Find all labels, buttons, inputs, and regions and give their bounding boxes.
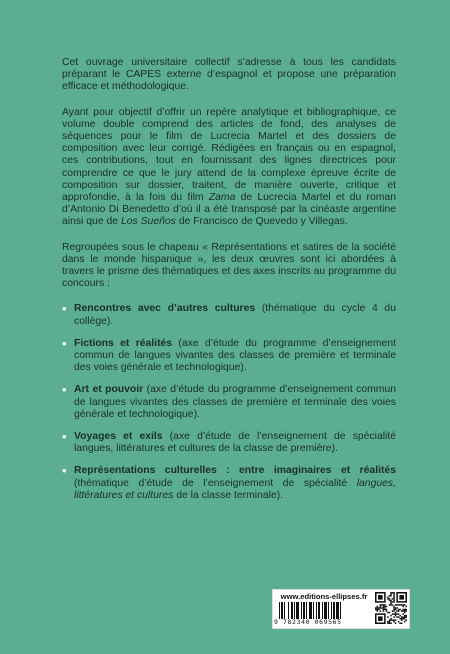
objective-paragraph — [62, 107, 396, 229]
theme-description: (axe d’étude de l’enseignement de spécialité langues, littératures et cultures de la classe de première). — [74, 431, 397, 455]
theme-title: Rencontres avec d’autres cultures — [74, 303, 256, 315]
qr-code-icon — [375, 592, 407, 624]
theme-item — [62, 465, 396, 502]
barcode-panel — [272, 589, 410, 629]
grouping-paragraph: Regroupées sous le chapeau « Représentations et satires de la société dans le monde hispanique », les deux œuvres sont ici abordées à travers le prisme des thématiques et des axes inscrits au programme du concours : — [62, 241, 396, 290]
theme-list — [62, 303, 396, 502]
theme-title: Art et pouvoir — [74, 384, 144, 396]
theme-description: (thématique du cycle 4 du collège). — [74, 303, 396, 327]
theme-title: Fictions et réalités — [74, 337, 173, 349]
theme-title: Voyages et exils — [74, 431, 163, 443]
theme-description: (axe d’étude du programme d’enseignement commun de langues vivantes des classes de première et terminale des voies générale et technologique). — [74, 337, 396, 374]
objective-text-3: de Francisco de Quevedo y Villegas. — [175, 216, 348, 228]
theme-item — [62, 384, 396, 421]
theme-item — [62, 338, 396, 375]
theme-item — [62, 303, 396, 327]
theme-description-end: de la classe terminale). — [173, 489, 284, 501]
title-zama: Zama — [208, 192, 236, 204]
intro-paragraph: Cet ouvrage universitaire collectif s’adresse à tous les candidats préparant le CAPES externe d’espagnol et propose une préparation efficace et méthodologique. — [62, 57, 396, 93]
publisher-website: www.editions-ellipses.fr — [280, 592, 368, 601]
theme-description: (axe d’étude du programme d’enseignement commun de langues vivantes des classes de première et terminale des voies générale et technologique). — [74, 384, 397, 420]
theme-description-italic: langues, littératures et cultures — [74, 477, 396, 501]
theme-title: Représentations culturelles : entre imaginaires et réalités — [74, 465, 396, 477]
barcode-image — [279, 602, 369, 619]
objective-text-2: de Lucrecia Martel et du roman d’Antonio Di Benedetto d’où il a été transposé par la cinéaste argentine ainsi que de — [62, 192, 396, 228]
title-los-suenos: Los Sueños — [120, 216, 176, 228]
theme-item — [62, 431, 396, 455]
isbn-number: 9 782340 069565 — [274, 618, 342, 626]
objective-text-1: Ayant pour objectif d’offrir un repère analytique et bibliographique, ce volume double comprend des articles de fond, des analyses de séquences pour le film de Lucrecia Martel et des dossiers de composition avec leur corrigé. Rédigées en français ou en espagnol, ces contributions, tout en fournissant des lignes directrices pour comprendre ce que le jury attend de la complexe épreuve écrite de composition sur dossier, traitent, de manière ouverte, critique et approfondie, à la fois du film — [62, 106, 396, 204]
back-cover-text — [62, 57, 396, 512]
theme-description: (thématique d’étude de l’enseignement de spécialité — [74, 477, 357, 489]
